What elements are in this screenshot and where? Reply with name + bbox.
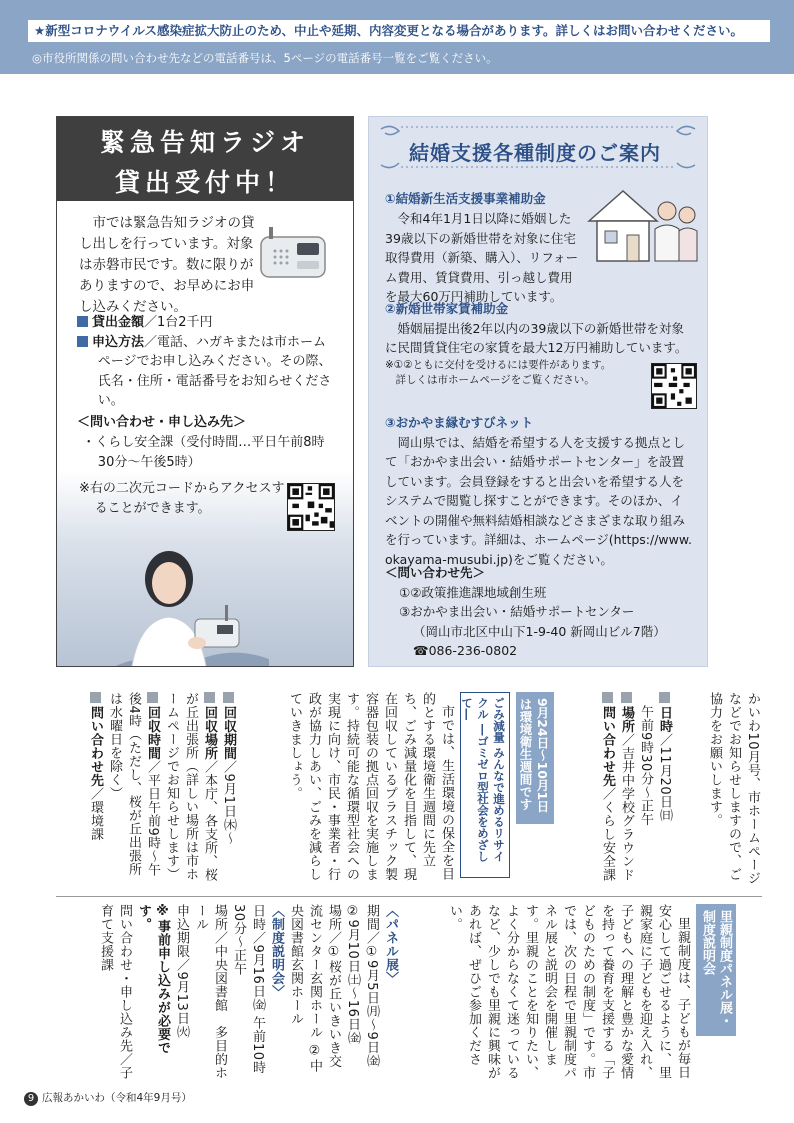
briefing-date: 日時／9月16日㈮ 午前10時30分～正午	[231, 904, 265, 1074]
foster-schedule-column	[60, 904, 400, 1080]
marriage-support-box	[368, 116, 708, 667]
marriage-contact-1: ①②政策推進課地域創生班	[399, 584, 547, 600]
section-1	[385, 189, 585, 209]
section-1-text-block	[385, 209, 695, 307]
panel-place: 場所／①桜が丘いきいき交流センター玄関ホール ②中央図書館玄関ホール	[288, 904, 341, 1073]
publication-name: 広報あかいわ（令和4年9月号）	[42, 1092, 192, 1104]
radio-contact-heading: ＜問い合わせ・申し込み先＞	[77, 415, 247, 430]
event-notice-text: かいわ10月号、市ホームページなどでお知らせしますので、ご協力をお願いします。	[707, 692, 760, 886]
collection-contact-label: 問い合わせ先	[88, 706, 103, 787]
event-place-label: 場所	[619, 706, 634, 733]
radio-subtitle: 貸出受付中！	[114, 168, 295, 197]
event-date-value: ／11月20日㈰	[657, 733, 672, 823]
collection-period-value: ／9月1日㈭～	[221, 760, 236, 846]
section-2-note1: ※①②ともに交付を受けるには要件があります。	[385, 358, 612, 371]
event-contact-label: 問い合わせ先	[600, 706, 615, 787]
collection-period-label: 回収期間	[221, 706, 236, 760]
section-3-heading: ③おかやま縁むすびネット	[385, 415, 534, 430]
collection-period	[219, 692, 238, 888]
env-week-text: 市では、生活環境の保全を目的とする環境衛生週間に先立ち、ごみ減量化を目指して、現在回収しているプラスチック製容器包装の拠点回収を実施します。持続可能な循環型社会への実現に向け、市民・事業者・行政が協力しあい、ごみを減らしていきましょう。	[287, 692, 454, 881]
radio-contact	[77, 413, 339, 473]
radio-qr-code[interactable]	[287, 483, 335, 531]
event-contact-line	[598, 692, 617, 888]
briefing-venue: 場所／中央図書館 多目的ホール	[193, 904, 227, 1080]
briefing-contact: 問い合わせ・申し込み先／子育て支援課	[98, 904, 132, 1080]
env-week-heading: 9月24日～10月1日は環境衛生週間です	[516, 692, 554, 824]
env-week-subheading: ごみ減量 みんなで進めるリサイクル ―ゴミゼロ型社会をめざして―	[460, 692, 510, 878]
collection-place	[162, 692, 219, 888]
event-date-label: 日時	[657, 706, 672, 733]
briefing-deadline: 申込期限／9月13日㈫	[174, 904, 189, 1039]
foster-text-column	[400, 904, 692, 1080]
section-3	[385, 413, 695, 569]
event-date-line	[655, 692, 674, 888]
marriage-title: 結婚支援各種制度のご案内	[409, 141, 661, 165]
radio-qr-note: ※右の二次元コードからアクセスすることができます。	[79, 481, 285, 516]
section-2-text: 婚姻届提出後2年以内の39歳以下の新婚世帯を対象に民間賃貸住宅の家賃を最大12万円補助しています。	[385, 320, 688, 355]
section-3-text: 岡山県では、結婚を希望する人を支援する拠点として「おかやま出会い・結婚サポートセンター」を設置しています。会員登録をすると出会いを希望する人をシステムで閲覧し探すことができます。そのほか、イベントの開催や無料結婚相談などさまざまな取り組みを行っています。詳細は、ホームページ(https://www.okayama-musubi.jp)をご覧ください。	[385, 434, 692, 567]
radio-title-block	[57, 117, 353, 201]
page-number: 9	[24, 1092, 38, 1106]
radio-info-list	[77, 313, 339, 411]
fee-label: 貸出金額	[92, 315, 145, 330]
apply-value: ／電話、ハガキまたは市ホームページでお申し込みください。その際、氏名・住所・電話番号をお知らせください。	[97, 334, 332, 408]
event-place-value: ／吉井中学校グラウンド	[619, 733, 634, 882]
qr-code-icon	[652, 364, 696, 408]
section-divider	[56, 896, 762, 897]
collection-time	[105, 692, 162, 888]
radio-intro: 市では緊急告知ラジオの貸し出しを行っています。対象は赤磐市民です。数に限りがありますので、お早めにお申し込みください。	[79, 215, 255, 315]
section-1-text: 令和4年1月1日以降に婚姻した39歳以下の新婚世帯を対象に住宅取得費用（新築、購入）、リフォーム費用、賃貸費用、引っ越し費用を最大60万円補助しています。	[385, 211, 579, 304]
radio-body	[57, 201, 353, 666]
collection-contact-value: ／環境課	[88, 787, 103, 841]
panel-period: 期間／①9月5日㈪～9日㈮ ②9月10日㈯～16日㈮	[345, 904, 379, 1068]
apply-label: 申込方法	[92, 334, 145, 350]
marriage-contact	[385, 563, 695, 661]
top-banner	[0, 0, 794, 74]
event-notice-column	[674, 692, 762, 888]
section-2-heading: ②新婚世帯家賃補助金	[385, 301, 509, 316]
collection-time-label: 回収時間	[145, 706, 160, 760]
collection-place-value: ／本庁、各支所、桜が丘出張所（詳しい場所は市ホームページでお知らせします）	[164, 692, 217, 882]
qr-code-icon	[288, 484, 334, 530]
phone-notice: ◎市役所関係の問い合わせ先などの電話番号は、5ページの電話番号一覧をご覧ください。	[32, 51, 498, 65]
fee-item	[77, 313, 339, 333]
event-details-column	[598, 692, 674, 888]
env-week-text-column	[238, 692, 456, 888]
event-contact-value: ／くらし安全課	[600, 787, 615, 882]
event-time-line: 午前9時30分～正午	[638, 705, 653, 826]
foster-heading: 里親制度パネル展・制度説明会	[696, 904, 736, 1036]
collection-time-value: ／平日午前9時～午後4時（ただし、桜が丘出張所は水曜日を除く）	[107, 692, 160, 877]
marriage-contact-address: （岡山市北区中山下1-9-40 新岡山ビル7階）	[413, 623, 666, 639]
apply-item	[77, 333, 339, 411]
covid-notice: ★新型コロナウイルス感染症拡大防止のため、中止や延期、内容変更となる場合があります。詳しくはお問い合わせください。	[28, 20, 770, 42]
marriage-contact-2: ③おかやま出会い・結婚サポートセンター	[399, 604, 635, 619]
briefing-heading: 〈制度説明会〉	[269, 904, 284, 999]
radio-contact-item: ・くらし安全課（受付時間…平日午前8時30分～午後5時）	[82, 435, 325, 470]
event-place-line	[617, 692, 636, 888]
radio-device-icon	[257, 221, 329, 285]
emergency-radio-box	[56, 116, 354, 667]
foster-text: 里親制度は、子どもが毎日安心して過ごせるように、里親家庭に子どもを迎え入れ、子どもへの理解と豊かな愛情を持って養育を支援する「子どものための制度」です。市では、次の日程で里親制度パネル展と説明会を開催します。里親のことを知りたい、よく分からなくて迷っているなど、少しでも里親に興味があれば、ぜひご参加ください。	[447, 904, 690, 1080]
radio-title: 緊急告知ラジオ	[99, 128, 310, 157]
marriage-contact-heading: ＜問い合わせ先＞	[385, 565, 486, 580]
marriage-qr-code[interactable]	[651, 363, 697, 409]
collection-contact	[86, 692, 105, 888]
woman-holding-radio-illustration	[109, 539, 269, 667]
section-1-heading: ①結婚新生活支援事業補助金	[385, 191, 546, 206]
fee-value: ／1台2千円	[144, 315, 213, 330]
page-footer	[24, 1090, 192, 1106]
collection-details-column	[60, 692, 238, 888]
panel-heading: 〈パネル展〉	[383, 904, 398, 985]
section-2-note2: 詳しくは市ホームページをご覧ください。	[395, 373, 595, 386]
marriage-contact-tel: ☎086-236-0802	[413, 643, 518, 658]
briefing-note: ※事前申し込みが必要です。	[136, 904, 170, 1055]
section-2	[385, 299, 695, 388]
collection-place-label: 回収場所	[202, 706, 217, 760]
